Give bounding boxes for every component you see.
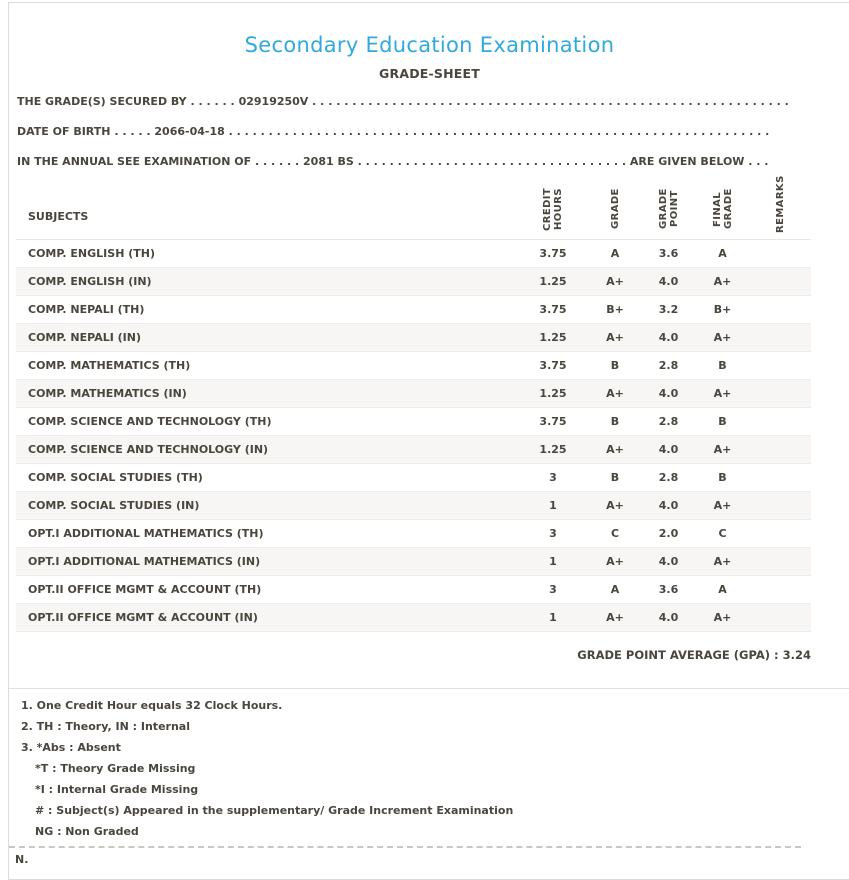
grade-sheet-panel bbox=[8, 2, 849, 880]
secured-by-label: THE GRADE(S) SECURED BY bbox=[17, 95, 187, 108]
table-row bbox=[16, 408, 811, 436]
remarks-cell bbox=[750, 268, 811, 296]
grade-cell: B+ bbox=[588, 296, 642, 324]
final-grade-cell: B bbox=[695, 408, 750, 436]
vertical-column-header bbox=[642, 185, 695, 240]
grade-point-cell: 4.0 bbox=[642, 548, 695, 576]
note-subline: # : Subject(s) Appeared in the supplementary/ Grade Increment Examination bbox=[35, 804, 514, 817]
table-row bbox=[16, 436, 811, 464]
grade-point-cell: 3.6 bbox=[642, 576, 695, 604]
remarks-cell bbox=[750, 520, 811, 548]
dots: . . . . . . bbox=[190, 95, 235, 108]
grade-cell: A+ bbox=[588, 324, 642, 352]
grade-cell: A+ bbox=[588, 268, 642, 296]
table-row bbox=[16, 352, 811, 380]
dob-value: 2066-04-18 bbox=[154, 125, 225, 138]
table-header-row bbox=[16, 185, 811, 240]
symbol-number-value: 02919250V bbox=[238, 95, 309, 108]
note-line: 3. *Abs : Absent bbox=[21, 741, 121, 754]
table-row bbox=[16, 464, 811, 492]
subject-cell: OPT.I ADDITIONAL MATHEMATICS (IN) bbox=[16, 548, 518, 576]
subject-cell: COMP. ENGLISH (TH) bbox=[16, 240, 518, 268]
final-grade-cell: A+ bbox=[695, 380, 750, 408]
exam-year-line bbox=[17, 155, 849, 168]
note-line: 2. TH : Theory, IN : Internal bbox=[21, 720, 190, 733]
subject-cell: OPT.II OFFICE MGMT & ACCOUNT (TH) bbox=[16, 576, 518, 604]
final-grade-cell: B bbox=[695, 464, 750, 492]
vertical-column-header bbox=[518, 185, 588, 240]
notes-sub-list bbox=[13, 762, 849, 838]
grade-point-cell: 4.0 bbox=[642, 324, 695, 352]
credit-hours-cell: 1.25 bbox=[518, 436, 588, 464]
dashed-divider bbox=[9, 846, 801, 848]
remarks-cell bbox=[750, 240, 811, 268]
credit-hours-cell: 3 bbox=[518, 520, 588, 548]
grades-table bbox=[16, 175, 811, 632]
gpa-value: 3.24 bbox=[782, 648, 811, 662]
vertical-column-header bbox=[695, 185, 750, 240]
grade-cell: B bbox=[588, 464, 642, 492]
subject-cell: COMP. MATHEMATICS (IN) bbox=[16, 380, 518, 408]
subject-cell: COMP. NEPALI (IN) bbox=[16, 324, 518, 352]
dots: . . . bbox=[748, 155, 769, 168]
final-grade-cell: A+ bbox=[695, 548, 750, 576]
grade-point-cell: 2.8 bbox=[642, 408, 695, 436]
table-row bbox=[16, 296, 811, 324]
subject-cell: COMP. SOCIAL STUDIES (TH) bbox=[16, 464, 518, 492]
grade-point-cell: 2.8 bbox=[642, 352, 695, 380]
table-row bbox=[16, 548, 811, 576]
dots: . . . . . . . . . . . . . . . . . . . . . . . . . . . . . . . . . . . . . . . . . . . . . . . . . . . . . . . . . . . . bbox=[312, 95, 789, 108]
grade-cell: A+ bbox=[588, 436, 642, 464]
credit-hours-cell: 3 bbox=[518, 576, 588, 604]
are-given-below-label: ARE GIVEN BELOW bbox=[629, 155, 745, 168]
vertical-column-header bbox=[750, 175, 811, 240]
subject-cell: COMP. ENGLISH (IN) bbox=[16, 268, 518, 296]
page-title: Secondary Education Examination bbox=[244, 33, 615, 57]
column-header-label: GRADE bbox=[609, 188, 621, 230]
final-grade-cell: A+ bbox=[695, 324, 750, 352]
grade-sheet-heading: GRADE-SHEET bbox=[379, 66, 480, 81]
grade-cell: A+ bbox=[588, 492, 642, 520]
subject-cell: COMP. SCIENCE AND TECHNOLOGY (TH) bbox=[16, 408, 518, 436]
secured-by-line bbox=[17, 95, 849, 108]
remarks-cell bbox=[750, 352, 811, 380]
note-subline: NG : Non Graded bbox=[35, 825, 139, 838]
subject-cell: COMP. SOCIAL STUDIES (IN) bbox=[16, 492, 518, 520]
subjects-column-header: SUBJECTS bbox=[16, 185, 518, 240]
remarks-cell bbox=[750, 576, 811, 604]
final-grade-cell: B+ bbox=[695, 296, 750, 324]
note-subline: *I : Internal Grade Missing bbox=[35, 783, 199, 796]
grade-point-cell: 3.2 bbox=[642, 296, 695, 324]
dots: . . . . . bbox=[114, 125, 151, 138]
remarks-cell bbox=[750, 464, 811, 492]
notes-primary-list bbox=[13, 699, 849, 754]
credit-hours-cell: 3.75 bbox=[518, 408, 588, 436]
grade-point-cell: 4.0 bbox=[642, 604, 695, 632]
remarks-cell bbox=[750, 604, 811, 632]
vertical-column-header bbox=[588, 185, 642, 240]
credit-hours-cell: 1.25 bbox=[518, 380, 588, 408]
final-grade-cell: A+ bbox=[695, 268, 750, 296]
subject-cell: OPT.I ADDITIONAL MATHEMATICS (TH) bbox=[16, 520, 518, 548]
final-grade-cell: C bbox=[695, 520, 750, 548]
grade-cell: A+ bbox=[588, 380, 642, 408]
notes-section bbox=[9, 688, 849, 838]
grade-cell: B bbox=[588, 408, 642, 436]
column-header-label: CREDIT HOURS bbox=[542, 187, 564, 231]
subject-cell: COMP. NEPALI (TH) bbox=[16, 296, 518, 324]
grade-point-cell: 4.0 bbox=[642, 436, 695, 464]
dots: . . . . . . bbox=[254, 155, 300, 168]
dots: . . . . . . . . . . . . . . . . . . . . . . . . . . . . . . . . . . bbox=[357, 155, 627, 168]
credit-hours-cell: 1 bbox=[518, 548, 588, 576]
credit-hours-cell: 1.25 bbox=[518, 324, 588, 352]
final-grade-cell: A+ bbox=[695, 604, 750, 632]
grade-cell: A bbox=[588, 576, 642, 604]
exam-label: IN THE ANNUAL SEE EXAMINATION OF bbox=[17, 155, 252, 168]
subject-cell: OPT.II OFFICE MGMT & ACCOUNT (IN) bbox=[16, 604, 518, 632]
credit-hours-cell: 3.75 bbox=[518, 240, 588, 268]
grade-cell: B bbox=[588, 352, 642, 380]
remarks-cell bbox=[750, 436, 811, 464]
gpa-label: GRADE POINT AVERAGE (GPA) : bbox=[577, 648, 779, 662]
exam-year-value: 2081 BS bbox=[303, 155, 354, 168]
grade-point-cell: 4.0 bbox=[642, 268, 695, 296]
column-header-label: FINAL GRADE bbox=[711, 188, 734, 230]
credit-hours-cell: 1 bbox=[518, 492, 588, 520]
remarks-cell bbox=[750, 296, 811, 324]
final-grade-cell: A+ bbox=[695, 436, 750, 464]
grade-cell: A+ bbox=[588, 604, 642, 632]
remarks-cell bbox=[750, 492, 811, 520]
grade-cell: A bbox=[588, 240, 642, 268]
final-grade-cell: B bbox=[695, 352, 750, 380]
table-row bbox=[16, 380, 811, 408]
footer-note-start: N. bbox=[15, 853, 29, 866]
subject-cell: COMP. MATHEMATICS (TH) bbox=[16, 352, 518, 380]
grade-cell: C bbox=[588, 520, 642, 548]
grade-cell: A+ bbox=[588, 548, 642, 576]
table-row bbox=[16, 492, 811, 520]
remarks-cell bbox=[750, 408, 811, 436]
date-of-birth-line bbox=[17, 125, 849, 138]
grade-point-cell: 4.0 bbox=[642, 492, 695, 520]
subject-cell: COMP. SCIENCE AND TECHNOLOGY (IN) bbox=[16, 436, 518, 464]
table-header bbox=[16, 175, 811, 240]
grade-point-cell: 4.0 bbox=[642, 380, 695, 408]
table-row bbox=[16, 604, 811, 632]
final-grade-cell: A bbox=[695, 576, 750, 604]
dots: . . . . . . . . . . . . . . . . . . . . . . . . . . . . . . . . . . . . . . . . . . . . . . . . . . . . . . . . . . . . . . . . . . . . bbox=[228, 125, 770, 138]
column-header-label: REMARKS bbox=[775, 175, 786, 233]
note-line: 1. One Credit Hour equals 32 Clock Hours. bbox=[21, 699, 283, 712]
table-row bbox=[16, 576, 811, 604]
table-body bbox=[16, 240, 811, 632]
dob-label: DATE OF BIRTH bbox=[17, 125, 111, 138]
gpa-line bbox=[16, 648, 811, 662]
table-row bbox=[16, 268, 811, 296]
grade-point-cell: 2.8 bbox=[642, 464, 695, 492]
credit-hours-cell: 3.75 bbox=[518, 296, 588, 324]
final-grade-cell: A bbox=[695, 240, 750, 268]
remarks-cell bbox=[750, 380, 811, 408]
table-row bbox=[16, 520, 811, 548]
remarks-cell bbox=[750, 324, 811, 352]
credit-hours-cell: 1 bbox=[518, 604, 588, 632]
candidate-info bbox=[17, 95, 849, 168]
remarks-cell bbox=[750, 548, 811, 576]
note-subline: *T : Theory Grade Missing bbox=[35, 762, 196, 775]
table-row bbox=[16, 324, 811, 352]
credit-hours-cell: 3 bbox=[518, 464, 588, 492]
column-header-label: GRADE POINT bbox=[657, 188, 680, 230]
credit-hours-cell: 3.75 bbox=[518, 352, 588, 380]
grade-point-cell: 2.0 bbox=[642, 520, 695, 548]
final-grade-cell: A+ bbox=[695, 492, 750, 520]
grade-point-cell: 3.6 bbox=[642, 240, 695, 268]
credit-hours-cell: 1.25 bbox=[518, 268, 588, 296]
table-row bbox=[16, 240, 811, 268]
